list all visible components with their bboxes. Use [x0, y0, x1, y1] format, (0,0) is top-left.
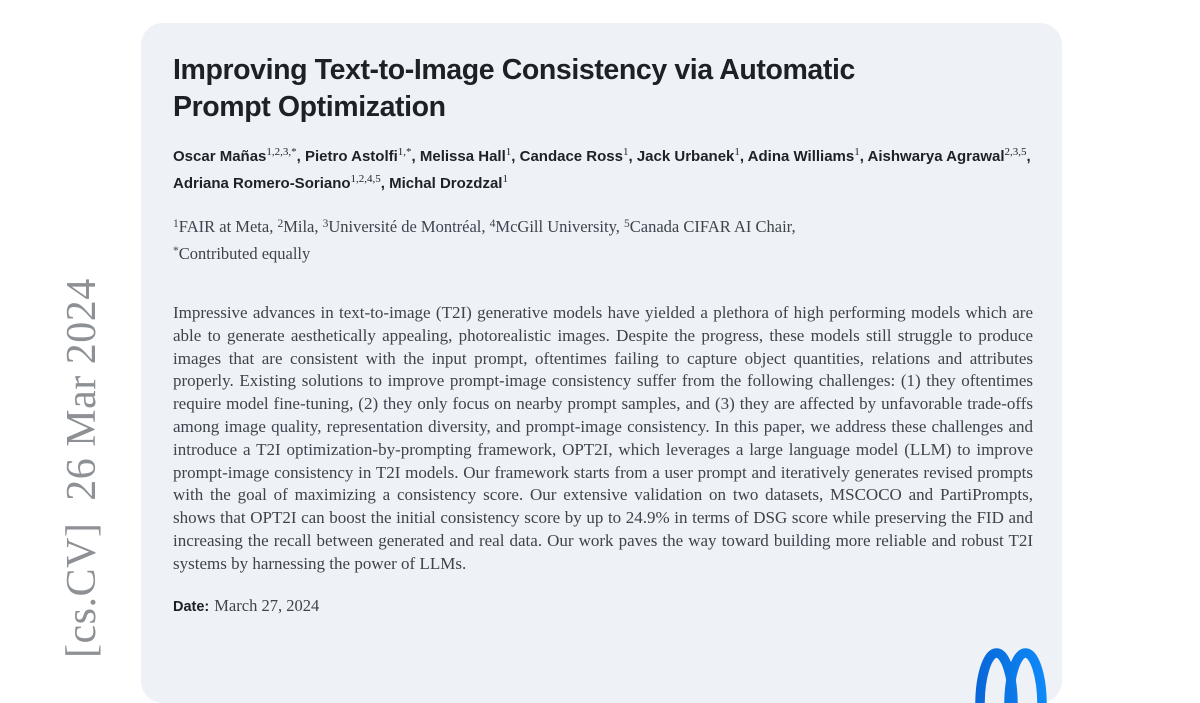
author-superscript: 1,2,3,*	[266, 146, 297, 158]
author-superscript: 1	[502, 173, 508, 185]
author: Pietro Astolfi$^{1,*}$ ,	[305, 148, 420, 165]
date-label: Date:	[173, 598, 210, 615]
affiliations	[173, 212, 1033, 266]
affiliation-superscript: 1	[173, 218, 179, 230]
meta-logo-icon	[974, 623, 1048, 703]
paper-title: Improving Text-to-Image Consistency via Automatic Prompt Optimization	[173, 54, 855, 123]
author: Jack Urbanek$^1$ ,	[637, 148, 748, 165]
affiliation-superscript: 3	[322, 218, 329, 230]
abstract-text: Impressive advances in text-to-image (T2I) generative models have yielded a plethora of high performing models which are able to generate aesthetically appealing, photorealistic images. Despite the progress, these models still struggle to produce images that are consistent with the input prompt, oftentimes failing to capture object quantities, relations and attributes properly. Existing solutions to improve prompt-image consistency suffer from the following challenges: (1) they oftentimes require model fine-tuning, (2) they only focus on nearby prompt samples, and (3) they are affected by unfavorable trade-offs among image quality, representation diversity, and prompt-image consistency. In this paper, we address these challenges and introduce a T2I optimization-by-prompting framework, OPT2I, which leverages a large language model (LLM) to improve prompt-image consistency in T2I models. Our framework starts from a user prompt and iteratively generates revised prompts with the goal of maximizing a consistency score. Our extensive validation on two datasets, MSCOCO and PartiPrompts, shows that OPT2I can boost the initial consistency score by up to 24.9% in terms of DSG score while preserving the FID and increasing the recall between generated and real data. Our work paves the way toward building more reliable and robust T2I systems by harnessing the power of LLMs.	[173, 303, 1033, 573]
arxiv-category-stamp: [cs.CV] 26 Mar 2024	[59, 278, 105, 658]
paper-card	[141, 23, 1062, 703]
affiliation-superscript: 2	[277, 218, 284, 230]
author-superscript: 1,2,4,5	[350, 173, 381, 185]
author: Melissa Hall$^1$ ,	[420, 148, 520, 165]
author-superscript: 1	[734, 146, 740, 158]
author: Michal Drozdzal$^1$	[389, 173, 508, 192]
author: Adriana Romero-Soriano$^{1,2,4,5}$ ,	[173, 175, 389, 192]
affiliation: $^1$FAIR at Meta ,	[173, 217, 277, 236]
author-superscript: 1	[854, 146, 860, 158]
author: Oscar Mañas$^{1,2,3,*}$ ,	[173, 148, 305, 165]
affiliation: $^2$Mila ,	[277, 217, 322, 236]
date-value: March 27, 2024	[214, 595, 320, 615]
equal-contribution-note: *Contributed equally	[173, 244, 311, 263]
author-superscript: 1,*	[397, 146, 412, 158]
author: Adina Williams$^1$ ,	[748, 148, 868, 165]
affiliation-superscript: 5	[624, 218, 630, 230]
author: Candace Ross$^1$ ,	[520, 148, 637, 165]
affiliation-superscript: 4	[489, 218, 496, 230]
author-superscript: 1	[505, 146, 512, 158]
authors-line	[173, 141, 1033, 195]
author-superscript: 1	[622, 146, 629, 158]
affiliation: $^3$Université de Montréal ,	[323, 217, 490, 236]
equal-contribution-asterisk: *	[173, 245, 179, 257]
author-superscript: 2,3,5	[1004, 146, 1027, 158]
author: Aishwarya Agrawal$^{2,3,5}$ ,	[868, 148, 1031, 165]
affiliation: $^4$McGill University ,	[490, 217, 624, 236]
date-row	[173, 596, 1033, 616]
affiliation: $^5$Canada CIFAR AI Chair ,	[624, 217, 796, 236]
